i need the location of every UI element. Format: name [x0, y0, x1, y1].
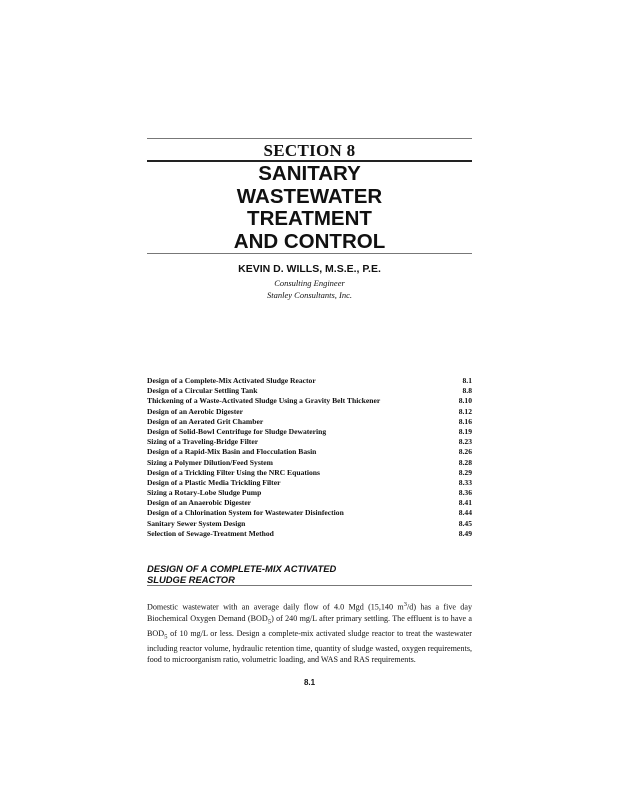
toc-entry[interactable] — [147, 458, 472, 468]
toc-entry-title: Design of a Circular Settling Tank — [147, 386, 258, 396]
section-heading — [147, 563, 472, 585]
toc-entry[interactable] — [147, 498, 472, 508]
chapter-title-line: TREATMENT — [247, 207, 372, 230]
toc-entry[interactable] — [147, 529, 472, 539]
toc-entry[interactable] — [147, 478, 472, 488]
toc-entry[interactable] — [147, 437, 472, 447]
chapter-title — [147, 163, 472, 253]
heading-rule — [147, 585, 472, 586]
toc-entry[interactable] — [147, 417, 472, 427]
problem-statement — [147, 599, 472, 665]
toc-entry-page: 8.29 — [458, 467, 472, 477]
toc-entry[interactable] — [147, 447, 472, 457]
chapter-title-line: AND CONTROL — [233, 229, 386, 253]
author-org: Stanley Consultants, Inc. — [267, 290, 352, 300]
toc-entry-title: Selection of Sewage-Treatment Method — [147, 528, 274, 538]
toc-entry-title: Design of a Trickling Filter Using the NRC Equations — [147, 467, 320, 477]
toc-entry-page: 8.44 — [458, 508, 472, 518]
toc-entry-page: 8.1 — [462, 376, 472, 385]
toc-entry-title: Thickening of a Waste-Activated Sludge Using a Gravity Belt Thickener — [147, 396, 381, 406]
toc-entry-page: 8.36 — [458, 488, 472, 498]
toc-entry-title: Sizing of a Traveling-Bridge Filter — [147, 437, 259, 447]
toc-entry[interactable] — [147, 488, 472, 498]
toc-entry-title: Sanitary Sewer System Design — [147, 518, 246, 528]
problem-text: of 10 mg/L or less. Design a complete-mix activated sludge reactor to treat the wastewater including reactor volume, hydraulic retention time, quantity of sludge wasted, oxygen requirements, food to microorganism ratio, volumetric loading, and WAS and RAS requirements. — [147, 628, 472, 665]
section-heading-line: DESIGN OF A COMPLETE-MIX ACTIVATED — [147, 563, 337, 574]
toc-entry[interactable] — [147, 468, 472, 478]
toc-entry-page: 8.12 — [458, 406, 472, 416]
toc-entry-page: 8.33 — [458, 477, 472, 487]
toc-entry[interactable] — [147, 407, 472, 417]
title-rule — [147, 253, 472, 254]
author-role: Consulting Engineer — [274, 278, 345, 288]
toc-entry-page: 8.26 — [458, 447, 472, 457]
toc-entry-title: Design of an Aerated Grit Chamber — [147, 416, 264, 426]
toc-entry-title: Sizing a Rotary-Lobe Sludge Pump — [147, 488, 262, 498]
toc-entry[interactable] — [147, 519, 472, 529]
author-name: KEVIN D. WILLS, M.S.E., P.E. — [238, 263, 381, 275]
toc-entry-page: 8.45 — [458, 518, 472, 528]
problem-text: ) of 240 mg/L after primary settling. The effluent is to have a BOD — [147, 613, 472, 638]
toc-entry[interactable] — [147, 396, 472, 406]
toc-entry[interactable] — [147, 376, 472, 386]
toc-entry-title: Design of a Complete-Mix Activated Sludge Reactor — [147, 376, 316, 385]
section-heading-line: SLUDGE REACTOR — [147, 574, 235, 585]
top-rule — [147, 138, 472, 139]
problem-text: Domestic wastewater with an average daily flow of 4.0 Mgd (15,140 m — [147, 602, 404, 612]
toc-entry-page: 8.49 — [458, 528, 472, 538]
subscript: 5 — [164, 633, 168, 641]
toc-entry-page: 8.8 — [462, 386, 472, 396]
toc-entry-title: Design of Solid-Bowl Centrifuge for Sludge Dewatering — [147, 426, 327, 436]
toc-entry-page: 8.10 — [458, 396, 472, 406]
chapter-title-line: SANITARY — [258, 162, 361, 185]
toc-entry[interactable] — [147, 386, 472, 396]
toc-entry[interactable] — [147, 508, 472, 518]
toc-entry-title: Design of a Plastic Media Trickling Filter — [147, 477, 281, 487]
table-of-contents — [147, 376, 472, 539]
toc-entry-title: Design of an Aerobic Digester — [147, 406, 244, 416]
problem-text: /d) has a five day Biochemical Oxygen Demand (BOD — [147, 602, 472, 623]
toc-entry-title: Design of a Chlorination System for Wastewater Disinfection — [147, 508, 344, 518]
toc-entry-title: Design of a Rapid-Mix Basin and Flocculation Basin — [147, 447, 317, 457]
section-label: SECTION 8 — [263, 141, 356, 160]
toc-entry[interactable] — [147, 427, 472, 437]
toc-entry-title: Design of an Anaerobic Digester — [147, 498, 252, 508]
superscript: 3 — [403, 601, 408, 608]
toc-entry-page: 8.28 — [458, 457, 472, 467]
chapter-title-line: WASTEWATER — [236, 184, 383, 208]
toc-entry-page: 8.41 — [458, 498, 472, 508]
page-number: 8.1 — [303, 678, 316, 687]
toc-entry-page: 8.19 — [458, 426, 472, 436]
toc-entry-page: 8.23 — [458, 437, 472, 447]
subscript: 5 — [267, 618, 272, 626]
toc-entry-title: Sizing a Polymer Dilution/Feed System — [147, 457, 273, 467]
toc-entry-page: 8.16 — [458, 416, 472, 426]
